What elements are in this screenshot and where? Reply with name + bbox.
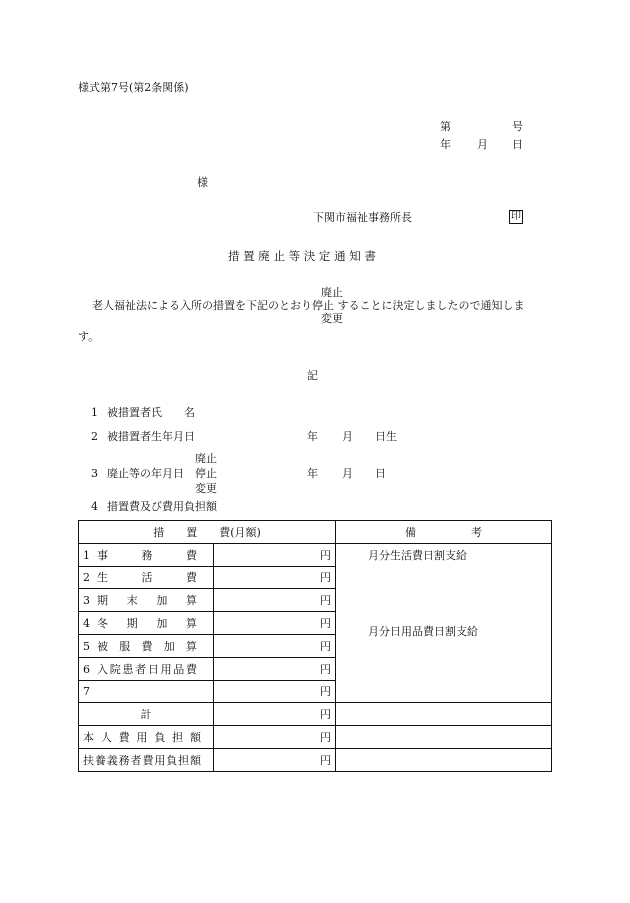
- date-day: 日: [512, 138, 523, 151]
- document-title: 措 置 廃 止 等 決 定 通 知 書: [228, 249, 376, 263]
- item-1-number: 1: [91, 406, 98, 419]
- header-cost: 措 置 費(月額): [79, 521, 336, 544]
- row-label-cell: 5 被服費加算: [79, 634, 214, 657]
- yen-cell[interactable]: 円: [214, 703, 336, 726]
- item-3-label: 廃止等の年月日: [107, 467, 184, 480]
- seal-stamp: 印: [511, 211, 521, 222]
- row-label-jimuhi: 事務費: [97, 548, 197, 562]
- item-4-number: 4: [91, 500, 98, 513]
- header-note: 備 考: [336, 521, 552, 544]
- item-4-label: 措置費及び費用負担額: [107, 500, 217, 513]
- yen-cell[interactable]: 円: [214, 748, 336, 771]
- item-2-year: 年: [307, 430, 318, 443]
- item-3-day: 日: [375, 467, 386, 480]
- family-burden-cell: [79, 748, 214, 771]
- row-label-cell: 6 入院患者日用品費: [79, 657, 214, 680]
- row-label-kimatsu: 期末加算: [97, 594, 197, 608]
- note-goods-daily: 月分日用品費日割支給: [368, 624, 478, 638]
- body-line-1: 老人福祉法による入所の措置を下記のとおり停止 することに決定しましたので通知しま: [92, 299, 525, 312]
- family-burden-label: 扶養義務者費用負担額: [83, 753, 201, 767]
- item-3-month: 月: [342, 467, 353, 480]
- item-2-label: 被措置者生年月日: [107, 430, 195, 443]
- item-2-month: 月: [342, 430, 353, 443]
- table-header-row: [79, 521, 552, 544]
- item-3-option-haishi: 廃止: [195, 452, 217, 465]
- ki-heading: 記: [307, 369, 318, 382]
- form-label: 様式第7号(第2条関係): [78, 81, 189, 94]
- row-label-cell: 2 生活費: [79, 566, 214, 589]
- note-cell-empty[interactable]: [336, 726, 552, 749]
- self-burden-cell: [79, 726, 214, 749]
- option-henkou: 変更: [321, 312, 343, 325]
- row-label-touki: 冬期加算: [97, 617, 197, 631]
- item-3-option-teishi: 停止: [195, 467, 217, 480]
- sender: 下関市福祉事務所長: [313, 211, 412, 224]
- item-2-number: 2: [91, 430, 98, 443]
- note-cell-empty[interactable]: [336, 748, 552, 771]
- date-year: 年: [440, 138, 451, 151]
- yen-cell[interactable]: 円: [214, 589, 336, 612]
- row-label-seikatsuhi: 生活費: [97, 571, 197, 585]
- date-month: 月: [477, 138, 488, 151]
- yen-cell[interactable]: 円: [214, 543, 336, 566]
- row-label-cell[interactable]: 7: [79, 680, 214, 703]
- number-dai: 第: [440, 120, 451, 133]
- table-row: [79, 543, 552, 566]
- row-label-hifuku: 被服費加算: [97, 639, 197, 653]
- family-burden-row: [79, 748, 552, 771]
- yen-cell[interactable]: 円: [214, 657, 336, 680]
- yen-cell[interactable]: 円: [214, 726, 336, 749]
- cost-table: [78, 520, 552, 772]
- row-label-cell: 1 事務費: [79, 543, 214, 566]
- item-2-day: 日生: [375, 430, 397, 443]
- row-label-cell: 3 期末加算: [79, 589, 214, 612]
- note-living-daily: 月分生活費日割支給: [368, 548, 467, 562]
- option-haishi: 廃止: [321, 286, 343, 299]
- total-row: [79, 703, 552, 726]
- self-burden-label: 本人費用負担額: [83, 731, 201, 745]
- row-label-cell: 4 冬期加算: [79, 612, 214, 635]
- body-line-2: す。: [78, 330, 100, 343]
- note-cell[interactable]: [336, 543, 552, 703]
- item-3-number: 3: [91, 467, 98, 480]
- total-label: 計: [79, 703, 214, 726]
- yen-cell[interactable]: 円: [214, 680, 336, 703]
- yen-cell[interactable]: 円: [214, 612, 336, 635]
- row-label-nyuin: 入院患者日用品費: [97, 662, 197, 676]
- item-3-year: 年: [307, 467, 318, 480]
- yen-cell[interactable]: 円: [214, 566, 336, 589]
- item-1-label: 被措置者氏 名: [107, 406, 195, 419]
- item-3-option-henkou: 変更: [195, 482, 217, 495]
- self-burden-row: [79, 726, 552, 749]
- note-cell-empty[interactable]: [336, 703, 552, 726]
- yen-cell[interactable]: 円: [214, 634, 336, 657]
- addressee-sama: 様: [197, 176, 208, 189]
- number-go: 号: [512, 120, 523, 133]
